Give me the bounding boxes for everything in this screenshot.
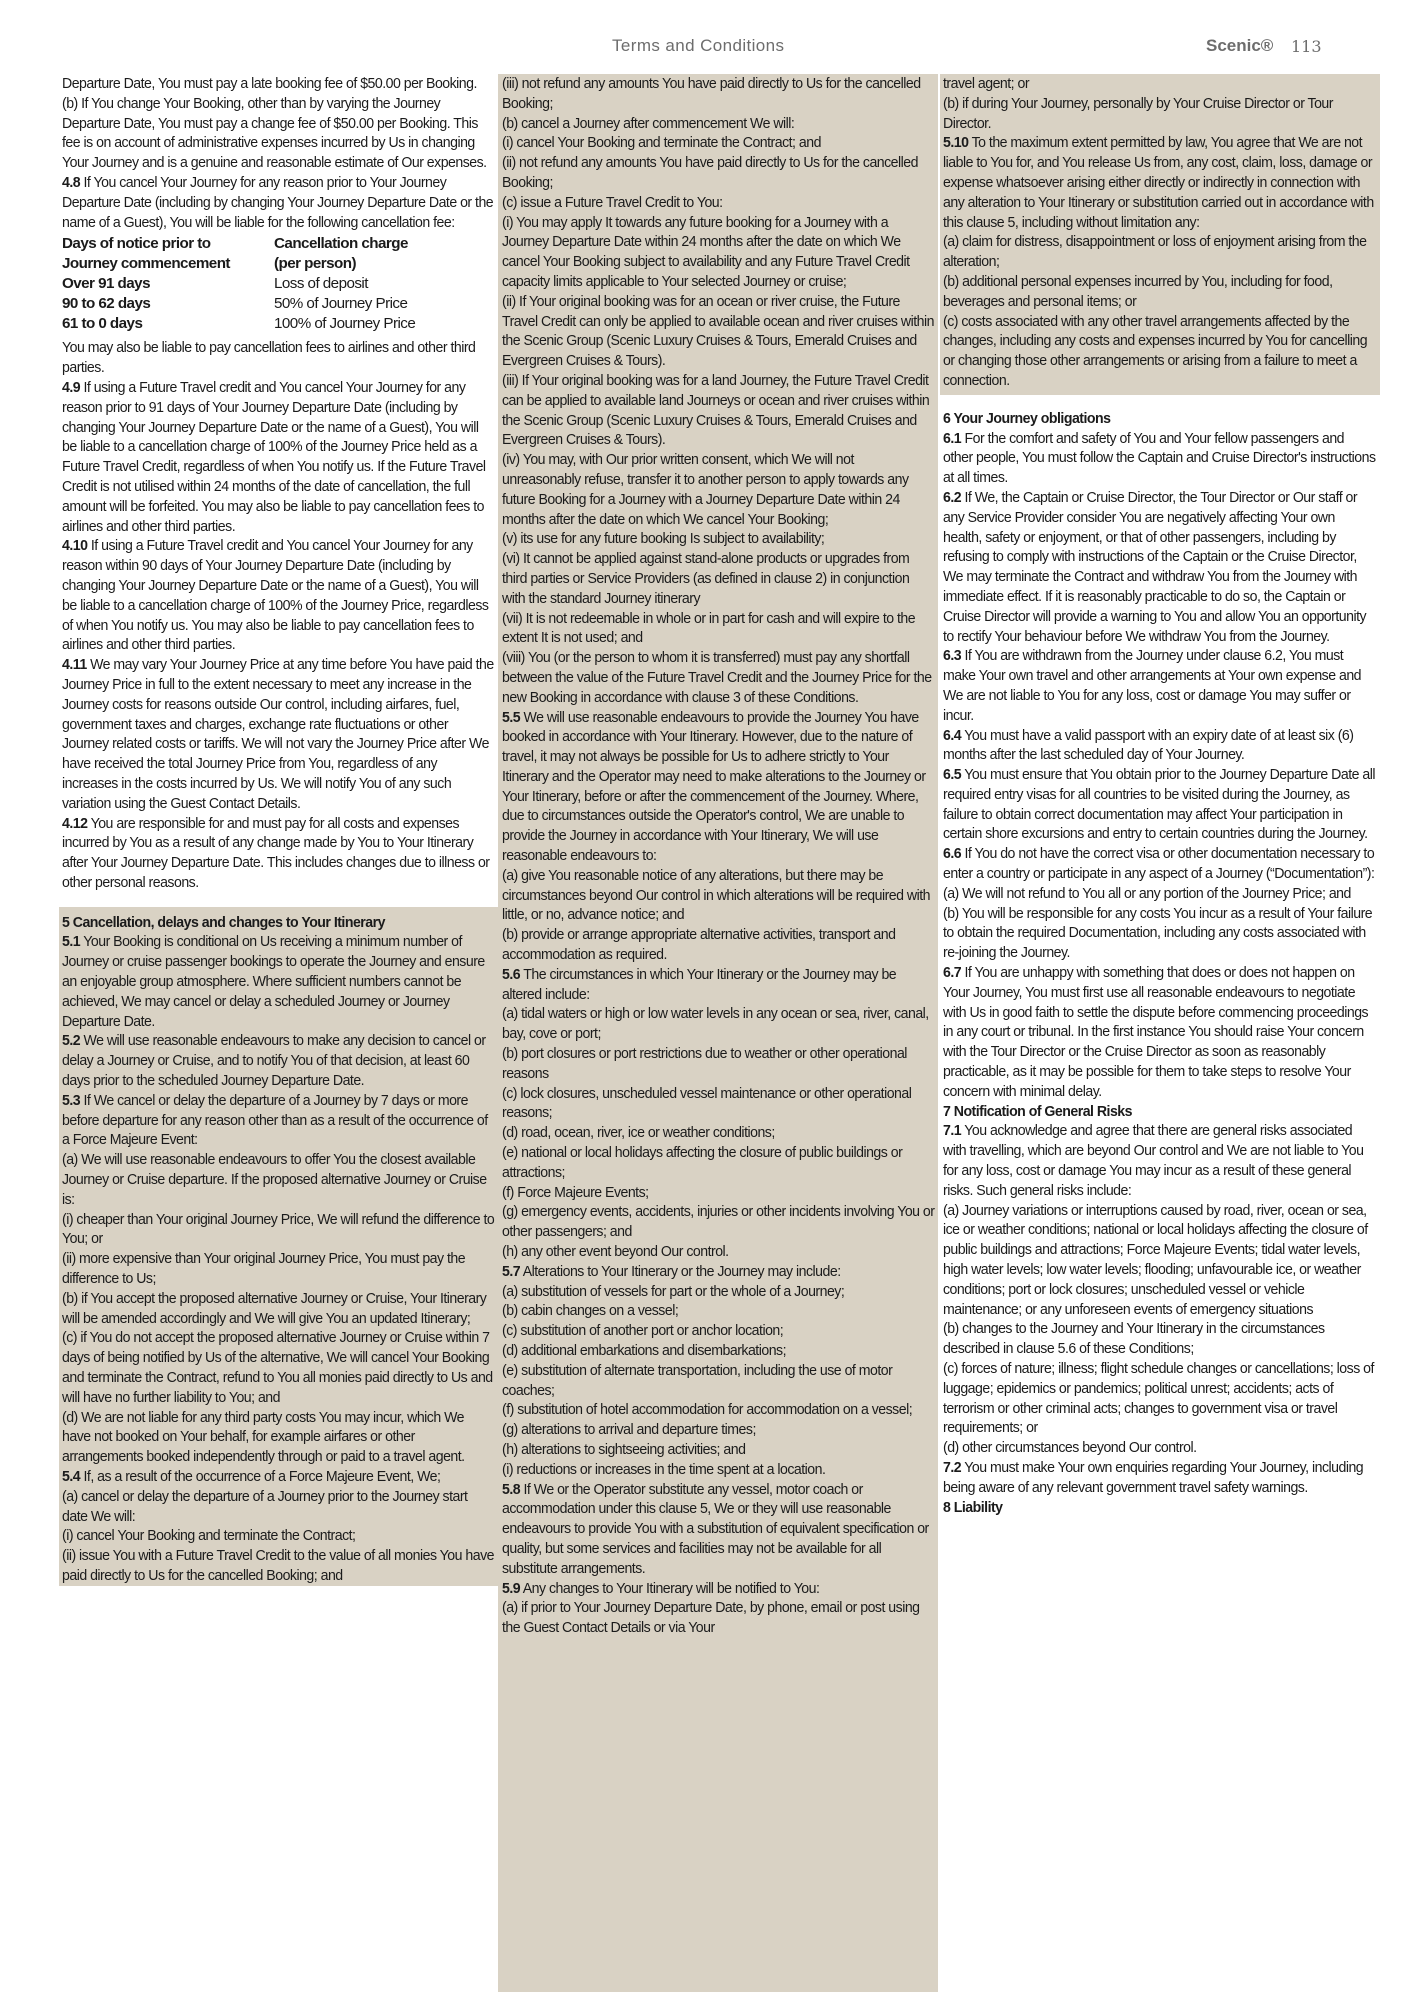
clause-number: 5.7 bbox=[502, 1262, 521, 1280]
section-5-block bbox=[59, 907, 499, 1586]
sub-clause: (h) any other event beyond Our control. bbox=[502, 1243, 729, 1261]
sub-clause: (a) cancel or delay the departure of a Journey prior to the Journey start date We will: bbox=[62, 1487, 468, 1525]
sub-clause: (vii) It is not redeemable in whole or in part for cash and will expire to the extent It is not used; and bbox=[502, 609, 916, 647]
clause-number: 6.7 bbox=[943, 964, 962, 982]
clause-5-6 bbox=[502, 965, 935, 1005]
clause-number: 4.11 bbox=[62, 656, 87, 674]
clause-6-3 bbox=[943, 646, 1376, 725]
sub-clause: (b) if during Your Journey, personally by Your Cruise Director or Tour Director. bbox=[943, 94, 1333, 132]
column-2 bbox=[502, 74, 936, 1638]
brand-name: Scenic® bbox=[1206, 36, 1274, 55]
sub-clause: (c) costs associated with any other travel arrangements affected by the changes, including any costs and expenses incurred by You for cancelling or changing those other arrangements or arising from a failure to meet a connection. bbox=[943, 312, 1368, 389]
clause-5-5 bbox=[502, 708, 935, 866]
section-heading: 7 Notification of General Risks bbox=[943, 1102, 1133, 1120]
clause-number: 5.1 bbox=[62, 933, 81, 951]
clause-5-9 bbox=[502, 1579, 935, 1599]
clause-number: 5.8 bbox=[502, 1480, 521, 1498]
clause-text: We will use reasonable endeavours to provide the Journey You have booked in accordance with Your Itinerary. However, due to the nature of travel, it may not always be possible for Us to adhere strictly to Your Itinerary and the Operator may need to make alterations to the Journey or Your Itinerary, before or after the commencement of the Journey. Where, due to circumstances outside the Operator's control, We are unable to provide the Journey in accordance with Your Itinerary, We will use reasonable endeavours to: bbox=[502, 708, 926, 865]
clause-number: 6.6 bbox=[943, 845, 962, 863]
paragraph: Departure Date, You must pay a late booking fee of $50.00 per Booking. bbox=[62, 75, 477, 92]
clause-5-7 bbox=[502, 1262, 935, 1282]
clause-5-4 bbox=[62, 1467, 495, 1487]
sub-clause: (b) provide or arrange appropriate alternative activities, transport and accommodation as required. bbox=[502, 926, 896, 964]
clause-4-11 bbox=[62, 655, 495, 813]
clause-number: 6.2 bbox=[943, 488, 962, 506]
clause-text: If, as a result of the occurrence of a Force Majeure Event, We; bbox=[80, 1468, 441, 1485]
clause-text: You are responsible for and must pay for all costs and expenses incurred by You as a result of any change made by You to Your Itinerary after Your Journey Departure Date. This includes changes due to illness or other personal reasons. bbox=[62, 814, 490, 891]
clause-number: 6.4 bbox=[943, 726, 962, 744]
clause-number: 4.12 bbox=[62, 814, 88, 832]
clause-text: You acknowledge and agree that there are general risks associated with travelling, which are beyond Our control and We are not liable to You for any loss, cost or damage You may incur as a result of these general risks. Such general risks include: bbox=[943, 1122, 1364, 1199]
clause-number: 7.1 bbox=[943, 1122, 962, 1140]
clause-text: You must make Your own enquiries regarding Your Journey, including being aware of any relevant government travel safety warnings. bbox=[943, 1458, 1364, 1496]
sub-clause: travel agent; or bbox=[943, 75, 1030, 92]
table-cell-charge: Loss of deposit bbox=[274, 275, 368, 293]
sub-clause: (c) substitution of another port or anchor location; bbox=[502, 1322, 784, 1340]
clause-number: 5.6 bbox=[502, 965, 521, 983]
clause-text: You must have a valid passport with an expiry date of at least six (6) months after the last scheduled day of Your Journey. bbox=[943, 726, 1354, 764]
table-cell-days: 90 to 62 days bbox=[62, 295, 151, 313]
clause-number: 4.9 bbox=[62, 378, 81, 396]
sub-clause: (d) road, ocean, river, ice or weather conditions; bbox=[502, 1124, 775, 1142]
sub-clause: (i) cancel Your Booking and terminate the Contract; and bbox=[502, 134, 821, 152]
sub-clause: (a) if prior to Your Journey Departure Date, by phone, email or post using the Guest Contact Details or via Your bbox=[502, 1599, 920, 1637]
clause-6-6 bbox=[943, 844, 1376, 884]
sub-clause: (g) emergency events, accidents, injuries or other incidents involving You or other passengers; and bbox=[502, 1203, 935, 1241]
clause-text: Alterations to Your Itinerary or the Journey may include: bbox=[520, 1262, 841, 1280]
sub-clause: (iii) not refund any amounts You have paid directly to Us for the cancelled Booking; bbox=[502, 75, 921, 112]
table-cell-charge: 50% of Journey Price bbox=[274, 295, 408, 313]
page-number: 113 bbox=[1291, 37, 1322, 56]
table-row bbox=[62, 274, 415, 294]
sub-clause: (a) Journey variations or interruptions caused by road, river, ocean or sea, ice or weather conditions; national or local holidays affecting the closure of public buildings and attractions; Force Majeure Events; tidal water levels, high water levels; low water levels; flooding; unfavourable ice, or weather conditions; port or lock closures; unscheduled vessel or vehicle maintenance; or any unforeseen events of emergency situations bbox=[943, 1201, 1368, 1318]
table-cell-days: Over 91 days bbox=[62, 275, 150, 293]
clause-number: 5.9 bbox=[502, 1579, 521, 1597]
sub-clause: (viii) You (or the person to whom it is transferred) must pay any shortfall between the value of the Future Travel Credit and the Journey Price for the new Booking in accordance with clause 3 of these Conditions. bbox=[502, 649, 932, 706]
clause-number: 4.8 bbox=[62, 173, 81, 191]
clause-number: 4.10 bbox=[62, 537, 88, 555]
clause-text: For the comfort and safety of You and Your fellow passengers and other people, You must follow the Captain and Cruise Director's instructions at all times. bbox=[943, 429, 1376, 487]
clause-number: 6.5 bbox=[943, 766, 962, 784]
column-1 bbox=[62, 74, 496, 1586]
clause-number: 5.3 bbox=[62, 1091, 81, 1109]
sub-clause: (a) tidal waters or high or low water levels in any ocean or sea, river, canal, bay, cove or port; bbox=[502, 1005, 929, 1043]
column-3 bbox=[943, 74, 1377, 1517]
clause-5-2 bbox=[62, 1031, 495, 1090]
clause-text: If You are unhappy with something that does or does not happen on Your Journey, You must first use all reasonable endeavours to negotiate with Us in good faith to settle the dispute before commencing proceedings in any court or tribunal. In the first instance You should raise Your concern with the Tour Director or the Cruise Director as soon as reasonably practicable, as it may be possible for them to take steps to resolve Your concern with minimal delay. bbox=[943, 964, 1369, 1100]
sub-clause: (b) cabin changes on a vessel; bbox=[502, 1302, 679, 1320]
paragraph: You may also be liable to pay cancellation fees to airlines and other third parties. bbox=[62, 339, 476, 377]
sub-clause: (d) other circumstances beyond Our control. bbox=[943, 1439, 1197, 1457]
sub-clause: (e) substitution of alternate transportation, including the use of motor coaches; bbox=[502, 1361, 893, 1399]
sub-clause: (ii) not refund any amounts You have paid directly to Us for the cancelled Booking; bbox=[502, 154, 918, 191]
sub-clause: (iii) If Your original booking was for a land Journey, the Future Travel Credit can be applied to available land Journeys or ocean and river cruises within the Scenic Group (Scenic Luxury Cruises & Tours, Emerald Cruises and Evergreen Cruises & Tours). bbox=[502, 371, 930, 449]
clause-text: We will use reasonable endeavours to make any decision to cancel or delay a Journey or Cruise, and to notify You of that decision, at least 60 days prior to the scheduled Journey Departure Date. bbox=[62, 1032, 486, 1090]
clause-5-1 bbox=[62, 932, 495, 1031]
sub-clause: (b) additional personal expenses incurred by You, including for food, beverages and personal items; or bbox=[943, 272, 1333, 310]
clause-number: 5.2 bbox=[62, 1032, 81, 1050]
running-title: Terms and Conditions bbox=[612, 36, 785, 55]
section-heading: 8 Liability bbox=[943, 1498, 1003, 1516]
clause-text: If using a Future Travel credit and You cancel Your Journey for any reason within 90 days of Your Journey Departure Date (including by changing Your Journey Departure Date or the name of a Guest), You will be liable to a cancellation charge of 100% of the Journey Price, regardless of when You notify us. You may also be liable to pay cancellation fees to airlines and other third parties. bbox=[62, 537, 489, 654]
clause-text: If We or the Operator substitute any vessel, motor coach or accommodation under this clause 5, We or they will use reasonable endeavours to provide You with a substitution of equivalent specification or quality, but some services and facilities may not be available for all substitute arrangements. bbox=[502, 1480, 929, 1577]
sub-clause: (e) national or local holidays affecting the closure of public buildings or attractions; bbox=[502, 1144, 903, 1181]
clause-text: If You cancel Your Journey for any reason prior to Your Journey Departure Date (including by changing Your Journey Departure Date or the name of a Guest), You will be liable for the following cancellation fee: bbox=[62, 173, 494, 231]
clause-text: If You are withdrawn from the Journey under clause 6.2, You must make Your own travel and other arrangements at Your own expense and We are not liable to You for any loss, cost or damage You may suffer or incur. bbox=[943, 647, 1362, 724]
sub-clause: (b) if You accept the proposed alternative Journey or Cruise, Your Itinerary will be amended accordingly and We will give You an updated Itinerary; bbox=[62, 1289, 487, 1327]
sub-clause: (a) give You reasonable notice of any alterations, but there may be circumstances beyond Our control in which alterations will be required with little, or no, advance notice; and bbox=[502, 866, 930, 924]
sub-clause: (v) its use for any future booking Is subject to availability; bbox=[502, 530, 825, 548]
clause-6-5 bbox=[943, 765, 1376, 844]
clause-text: If You do not have the correct visa or other documentation necessary to enter a country or participate in any aspect of a Journey (“Documentation”): bbox=[943, 845, 1375, 883]
clause-number: 5.5 bbox=[502, 708, 521, 726]
clause-5-3 bbox=[62, 1091, 495, 1150]
page-header bbox=[0, 36, 1414, 60]
sub-clause: (b) changes to the Journey and Your Itinerary in the circumstances described in clause 5.6 of these Conditions; bbox=[943, 1320, 1325, 1358]
clause-number: 7.2 bbox=[943, 1458, 962, 1476]
clause-text: The circumstances in which Your Itinerary or the Journey may be altered include: bbox=[502, 965, 897, 1003]
sub-clause: (d) additional embarkations and disembarkations; bbox=[502, 1342, 786, 1359]
clause-4-9 bbox=[62, 378, 495, 536]
sub-clause: (h) alterations to sightseeing activities; and bbox=[502, 1440, 746, 1458]
table-cell-days: 61 to 0 days bbox=[62, 315, 143, 333]
clause-6-4 bbox=[943, 726, 1376, 766]
sub-clause: (i) cheaper than Your original Journey Price, We will refund the difference to You; or bbox=[62, 1210, 495, 1248]
sub-clause: (a) We will use reasonable endeavours to offer You the closest available Journey or Cruise departure. If the proposed alternative Journey or Cruise is: bbox=[62, 1151, 487, 1208]
paragraph: (b) If You change Your Booking, other than by varying the Journey Departure Date, You must pay a change fee of $50.00 per Booking. This fee is on account of administrative expenses incurred by Us in changing Your Journey and is a genuine and reasonable estimate of Our expenses. bbox=[62, 94, 487, 172]
clause-number: 6.1 bbox=[943, 429, 962, 447]
clause-4-8 bbox=[62, 173, 495, 232]
section-5-continued-block bbox=[940, 74, 1380, 395]
clause-5-10 bbox=[943, 133, 1376, 232]
sub-clause: (b) You will be responsible for any costs You incur as a result of Your failure to obtain the required Documentation, including any costs associated with re-joining the Journey. bbox=[943, 904, 1373, 962]
column-header-charge: Cancellation charge (per person) bbox=[274, 235, 408, 273]
table-row bbox=[62, 294, 415, 314]
clause-4-12 bbox=[62, 814, 495, 893]
sub-clause: (f) substitution of hotel accommodation for accommodation on a vessel; bbox=[502, 1401, 913, 1419]
cancellation-fee-table bbox=[62, 234, 415, 334]
clause-number: 5.4 bbox=[62, 1468, 81, 1485]
sub-clause: (i) You may apply It towards any future booking for a Journey with a Journey Departure Date within 24 months after the date on which We cancel Your Booking subject to availability and any Future Travel Credit capacity limits applicable to Your selected Journey or cruise; bbox=[502, 213, 910, 290]
clause-6-7 bbox=[943, 963, 1376, 1102]
sub-clause: (c) issue a Future Travel Credit to You: bbox=[502, 193, 723, 211]
sub-clause: (a) substitution of vessels for part or the whole of a Journey; bbox=[502, 1282, 845, 1300]
clause-text: To the maximum extent permitted by law, You agree that We are not liable to You for, and You release Us from, any cost, claim, loss, damage or expense whatsoever arising either directly or indirectly in connection with any alteration to Your Itinerary or substitution carried out in accordance with this clause 5, including without limitation any: bbox=[943, 134, 1374, 231]
clause-text: We may vary Your Journey Price at any time before You have paid the Journey Price in full to the extent necessary to meet any increase in the Journey costs for reasons outside Our control, including airfares, fuel, government taxes and charges, exchange rate fluctuations or other Journey related costs or tariffs. We will not vary the Journey Price after We have received the total Journey Price from You, regardless of any increases in the costs incurred by Us. We will notify You of any such variation using the Guest Contact Details. bbox=[62, 656, 494, 812]
sub-clause: (a) claim for distress, disappointment or loss of enjoyment arising from the alteration; bbox=[943, 233, 1367, 271]
clause-text: If We cancel or delay the departure of a Journey by 7 days or more before departure for any reason other than as a result of the occurrence of a Force Majeure Event: bbox=[62, 1091, 488, 1149]
sub-clause: (g) alterations to arrival and departure times; bbox=[502, 1421, 756, 1439]
sub-clause: (i) cancel Your Booking and terminate the Contract; bbox=[62, 1527, 356, 1545]
clause-text: You must ensure that You obtain prior to the Journey Departure Date all required entry visas for all countries to be visited during the Journey, as failure to obtain correct documentation may affect Your participation in certain shore excursions and entry to certain countries during the Journey. bbox=[943, 766, 1375, 843]
sub-clause: (b) cancel a Journey after commencement We will: bbox=[502, 114, 795, 132]
sub-clause: (ii) issue You with a Future Travel Credit to the value of all monies You have paid directly to Us for the cancelled Booking; and bbox=[62, 1547, 494, 1584]
sub-clause: (c) if You do not accept the proposed alternative Journey or Cruise within 7 days of being notified by Us of the alternative, We will cancel Your Booking and terminate the Contract, refund to You all monies paid directly to Us and will have no further liability to You; and bbox=[62, 1329, 493, 1406]
sub-clause: (a) We will not refund to You all or any portion of the Journey Price; and bbox=[943, 884, 1351, 902]
sub-clause: (f) Force Majeure Events; bbox=[502, 1183, 649, 1201]
section-heading: 5 Cancellation, delays and changes to Your Itinerary bbox=[62, 913, 385, 931]
clause-number: 6.3 bbox=[943, 647, 962, 665]
sub-clause: (i) reductions or increases in the time spent at a location. bbox=[502, 1460, 826, 1478]
table-cell-charge: 100% of Journey Price bbox=[274, 315, 416, 333]
clause-7-1 bbox=[943, 1121, 1376, 1200]
section-heading: 6 Your Journey obligations bbox=[943, 409, 1111, 427]
sub-clause: (vi) It cannot be applied against stand-alone products or upgrades from third parties or Service Providers (as defined in clause 2) in conjunction with the standard Journey itinerary bbox=[502, 550, 910, 607]
sub-clause: (d) We are not liable for any third party costs You may incur, which We have not booked on Your behalf, for example airfares or other arrangements booked independently through or paid to a travel agent. bbox=[62, 1408, 465, 1466]
clause-5-8 bbox=[502, 1480, 935, 1579]
clause-6-2 bbox=[943, 488, 1376, 646]
table-header-row bbox=[62, 234, 415, 274]
sub-clause: (b) port closures or port restrictions due to weather or other operational reasons bbox=[502, 1045, 907, 1082]
column-header-days: Days of notice prior to Journey commencement bbox=[62, 235, 230, 273]
clause-text: If We, the Captain or Cruise Director, the Tour Director or Our staff or any Service Provider consider You are negatively affecting Your own health, safety or enjoyment, or that of other passengers, including by refusing to comply with instructions of the Captain or the Cruise Director, We may terminate the Contract and withdraw You from the Journey with immediate effect. If it is reasonably practicable to do so, the Captain or Cruise Director will provide a warning to You and allow You an opportunity to rectify Your behaviour before We withdraw You from the Journey. bbox=[943, 488, 1367, 645]
clause-7-2 bbox=[943, 1458, 1376, 1498]
clause-4-10 bbox=[62, 536, 495, 655]
sub-clause: (ii) If Your original booking was for an ocean or river cruise, the Future Travel Credit can only be applied to available ocean and river cruises within the Scenic Group (Scenic Luxury Cruises & Tours, Emerald Cruises and Evergreen Cruises & Tours). bbox=[502, 292, 934, 370]
clause-text: Your Booking is conditional on Us receiving a minimum number of Journey or cruise passenger bookings to operate the Journey and ensure an enjoyable group atmosphere. Where sufficient numbers cannot be achieved, We may cancel or delay a scheduled Journey or Journey Departure Date. bbox=[62, 933, 485, 1030]
clause-text: If using a Future Travel credit and You cancel Your Journey for any reason prior to 91 days of Your Journey Departure Date (including by changing Your Journey Departure Date or the name of a Guest), You will be liable to a cancellation charge of 100% of the Journey Price held as a Future Travel Credit, regardless of when You notify us. If the Future Travel Credit is not utilised within 24 months of the date of cancellation, the full amount will be forfeited. You may also be liable to pay cancellation fees to airlines and other third parties. bbox=[62, 378, 486, 535]
clause-6-1 bbox=[943, 429, 1376, 488]
sub-clause: (c) forces of nature; illness; flight schedule changes or cancellations; loss of luggage; epidemics or pandemics; political unrest; accidents; acts of terrorism or other criminal acts; changes to government visa or travel requirements; or bbox=[943, 1360, 1374, 1437]
table-row bbox=[62, 314, 415, 334]
sub-clause: (ii) more expensive than Your original Journey Price, You must pay the difference to Us; bbox=[62, 1250, 466, 1288]
sub-clause: (c) lock closures, unscheduled vessel maintenance or other operational reasons; bbox=[502, 1084, 912, 1122]
clause-number: 5.10 bbox=[943, 134, 969, 152]
sub-clause: (iv) You may, with Our prior written consent, which We will not unreasonably refuse, transfer it to another person to apply towards any future Booking for a Journey with a Journey Departure Date within 24 months after the date on which We cancel Your Booking; bbox=[502, 451, 909, 528]
clause-text: Any changes to Your Itinerary will be notified to You: bbox=[520, 1579, 820, 1597]
